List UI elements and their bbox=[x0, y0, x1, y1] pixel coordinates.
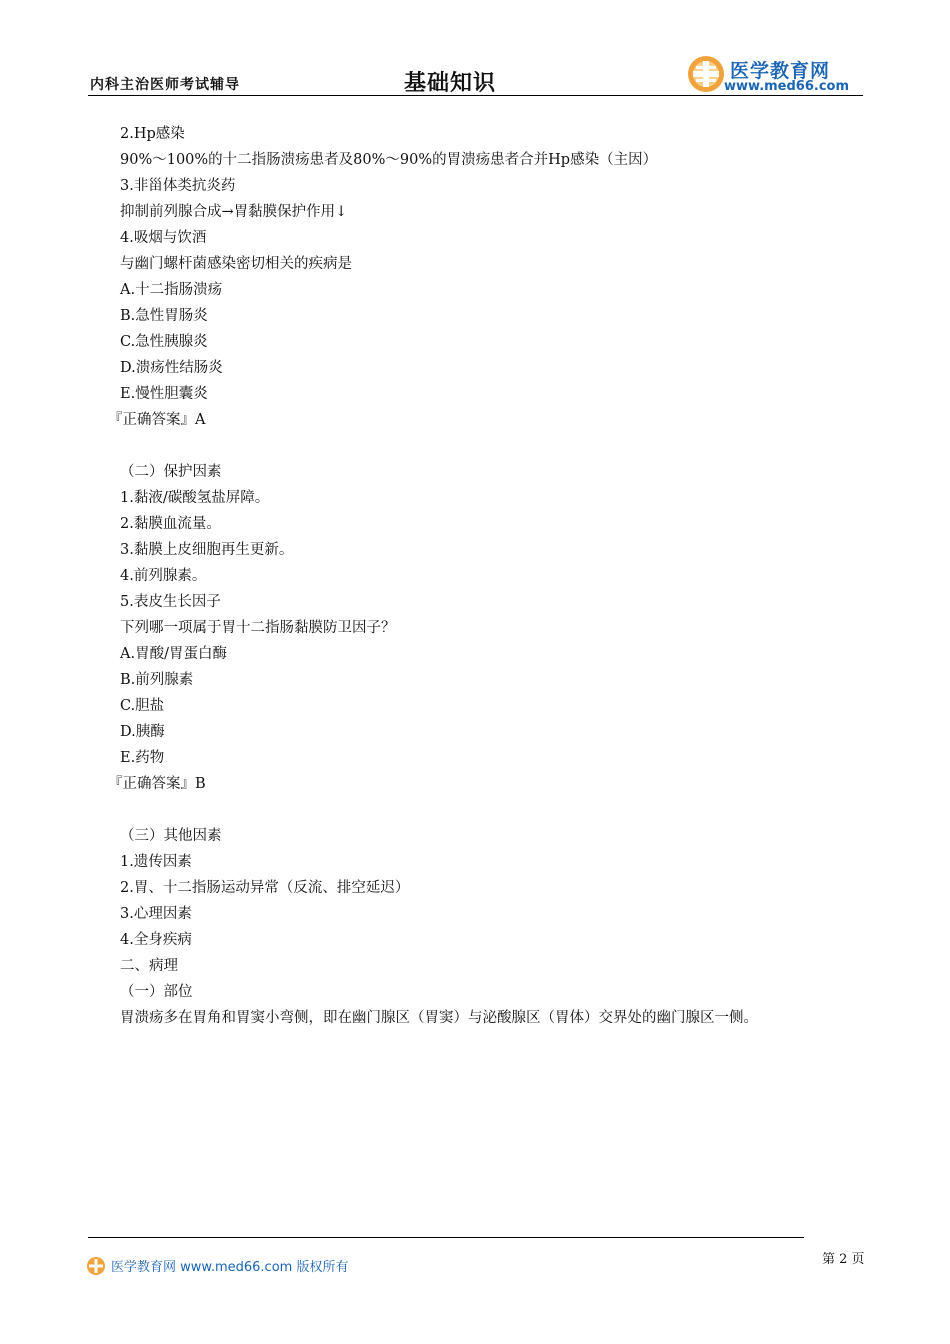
text-line: 抑制前列腺合成→胃黏膜保护作用↓ bbox=[120, 204, 348, 220]
brand-logo bbox=[686, 54, 866, 96]
header-section-title: 基础知识 bbox=[404, 71, 497, 96]
text-line: 1.黏液/碳酸氢盐屏障。 bbox=[120, 490, 270, 506]
text-line: 与幽门螺杆菌感染密切相关的疾病是 bbox=[120, 256, 352, 272]
text-line: （一）部位 bbox=[120, 984, 193, 1000]
text-line: D.胰酶 bbox=[120, 724, 165, 740]
footer-copyright: 医学教育网 www.med66.com 版权所有 bbox=[111, 1260, 349, 1275]
text-line: A.胃酸/胃蛋白酶 bbox=[120, 646, 227, 662]
text-line: 5.表皮生长因子 bbox=[120, 594, 221, 610]
text-line: 3.非甾体类抗炎药 bbox=[120, 178, 236, 194]
text-line: 下列哪一项属于胃十二指肠黏膜防卫因子？ bbox=[120, 620, 396, 636]
text-line: 2.黏膜血流量。 bbox=[120, 516, 221, 532]
med66-logo-icon bbox=[686, 54, 726, 94]
logo-name: 医学教育网 bbox=[730, 60, 831, 82]
text-line: C.胆盐 bbox=[120, 698, 165, 714]
text-line: B.急性胃肠炎 bbox=[120, 308, 208, 324]
text-line: 3.黏膜上皮细胞再生更新。 bbox=[120, 542, 294, 558]
text-line: 90%～100%的十二指肠溃疡患者及80%～90%的胃溃疡患者合并Hp感染（主因） bbox=[120, 152, 658, 168]
footer-logo-icon bbox=[86, 1256, 106, 1276]
text-line: E.慢性胆囊炎 bbox=[120, 386, 208, 402]
text-line: C.急性胰腺炎 bbox=[120, 334, 208, 350]
logo-url: www.med66.com bbox=[724, 79, 850, 94]
text-line: B.前列腺素 bbox=[120, 672, 194, 688]
text-line: 『正确答案』A bbox=[108, 412, 206, 428]
text-line: 4.前列腺素。 bbox=[120, 568, 207, 584]
text-line: 4.全身疾病 bbox=[120, 932, 192, 948]
text-line: 4.吸烟与饮酒 bbox=[120, 230, 207, 246]
text-line: （二）保护因素 bbox=[120, 464, 222, 480]
text-line: D.溃疡性结肠炎 bbox=[120, 360, 223, 376]
page-number: 第 2 页 bbox=[822, 1252, 865, 1267]
header-divider bbox=[88, 95, 863, 96]
text-line: 3.心理因素 bbox=[120, 906, 192, 922]
text-line: 二、病理 bbox=[120, 958, 178, 974]
header-course-title: 内科主治医师考试辅导 bbox=[90, 77, 240, 93]
text-line: 『正确答案』B bbox=[108, 776, 206, 792]
text-line: 胃溃疡多在胃角和胃窦小弯侧，即在幽门腺区（胃窦）与泌酸腺区（胃体）交界处的幽门腺区一侧。 bbox=[120, 1010, 758, 1026]
text-line: （三）其他因素 bbox=[120, 828, 222, 844]
text-line: 1.遗传因素 bbox=[120, 854, 192, 870]
footer-divider bbox=[88, 1237, 804, 1238]
text-line: 2.Hp感染 bbox=[120, 126, 185, 142]
text-line: E.药物 bbox=[120, 750, 165, 766]
text-line: 2.胃、十二指肠运动异常（反流、排空延迟） bbox=[120, 880, 410, 896]
text-line: A.十二指肠溃疡 bbox=[120, 282, 223, 298]
